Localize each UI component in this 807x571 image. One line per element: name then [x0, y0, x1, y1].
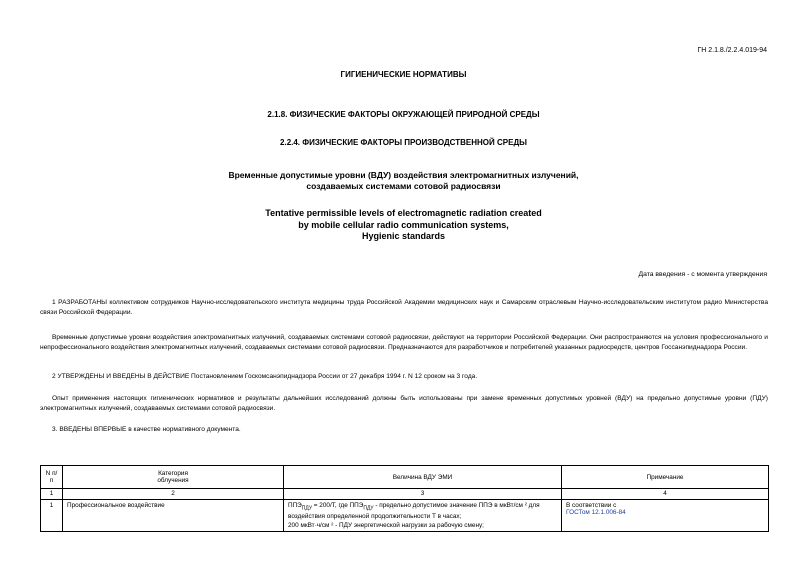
- paragraph-text: 2 УТВЕРЖДЕНЫ И ВВЕДЕНЫ В ДЕЙСТВИЕ Постановлением Госкомсанэпиднадзора России от 27 декабря 1994 г. N 12 сроком на 3 года.: [52, 373, 478, 380]
- title-en-line1: Tentative permissible levels of electromagnetic radiation created: [265, 208, 542, 218]
- table-row: [41, 500, 769, 532]
- paragraph-introduced: [40, 425, 768, 435]
- header-num: N п/п: [41, 466, 63, 489]
- title-en-line3: Hygienic standards: [361, 231, 446, 241]
- column-number: 1: [41, 489, 63, 500]
- row-note: [562, 500, 769, 532]
- paragraph-scope: [40, 333, 768, 353]
- formula-text: ППЭ: [288, 502, 302, 509]
- heading-section-2-1-8: 2.1.8. ФИЗИЧЕСКИЕ ФАКТОРЫ ОКРУЖАЮЩЕЙ ПРИРОДНОЙ СРЕДЫ: [267, 110, 540, 119]
- formula-subscript: ПДУ: [363, 505, 374, 512]
- formula-text: - предельно допустимое значение ППЭ в мкВт/см ² для: [373, 502, 540, 509]
- norms-table: [40, 465, 769, 532]
- column-number: 2: [63, 489, 284, 500]
- paragraph-developed-by: [40, 298, 768, 318]
- value-line: 200 мкВт·ч/см ² - ПДУ энергетической нагрузки за рабочую смену;: [288, 522, 484, 530]
- paragraph-text: 1 РАЗРАБОТАНЫ коллективом сотрудников Научно-исследовательского института медицины труда Российской Академии медицинских наук и Самарским отраслевым Научно-исследовательским институтом радио Министерства связи Российской Федерации.: [40, 299, 768, 316]
- column-number: 3: [284, 489, 562, 500]
- note-text: В соответствии с: [566, 502, 617, 509]
- table-column-numbers-row: [41, 489, 769, 500]
- heading-main: ГИГИЕНИЧЕСКИЕ НОРМАТИВЫ: [340, 70, 467, 79]
- paragraph-text: Опыт применения настоящих гигиенических нормативов и результаты дальнейших исследований должны быть использованы при замене временных допустимых уровней (ВДУ) на предельно допустимые уровни (ПДУ) электромагнитных излучений, создаваемых системами сотовой радиосвязи.: [40, 395, 768, 412]
- paragraph-approved: [40, 372, 768, 382]
- row-category: Профессиональное воздействие: [63, 500, 284, 532]
- document-title-en: [0, 208, 807, 243]
- value-line: воздействия определенной продолжительности T в часах;: [288, 513, 462, 521]
- paragraph-text: Временные допустимые уровни воздействия электромагнитных излучений, создаваемых системами сотовой радиосвязи, действуют на территории Российской Федерации. Они распространяются на условия профессионального и непрофессионального воздействия электромагнитных излучений, создаваемых системами сотовой радиосвязи. Предназначаются для разработчиков и потребителей указанных радиосредств, центров Госсанэпиднадзора России.: [40, 334, 768, 351]
- title-en-line2: by mobile cellular radio communication systems,: [298, 219, 509, 230]
- title-ru-line2: создаваемых системами сотовой радиосвязи: [306, 181, 501, 191]
- header-category-line1: Категория: [158, 470, 188, 477]
- formula-subscript: ПДУ: [301, 505, 312, 512]
- heading-section-2-2-4: 2.2.4. ФИЗИЧЕСКИЕ ФАКТОРЫ ПРОИЗВОДСТВЕННОЙ СРЕДЫ: [280, 138, 527, 147]
- column-number: 4: [562, 489, 769, 500]
- document-code: ГН 2.1.8./2.2.4.019-94: [697, 47, 767, 54]
- gost-link[interactable]: ГОСТом 12.1.006-84: [566, 509, 626, 516]
- intro-date: Дата введения - с момента утверждения: [638, 271, 767, 278]
- document-title-ru: [0, 170, 807, 192]
- header-category-line2: облучения: [157, 477, 189, 484]
- header-value: Величина ВДУ ЭМИ: [284, 466, 562, 489]
- title-ru-line1: Временные допустимые уровни (ВДУ) воздействия электромагнитных излучений,: [228, 170, 579, 180]
- header-category: [63, 466, 284, 489]
- formula-text: = 200/T, где ППЭ: [312, 502, 364, 509]
- value-formula-line: [288, 502, 557, 511]
- header-note: Примечание: [562, 466, 769, 489]
- paragraph-experience: [40, 394, 768, 414]
- paragraph-text: 3. ВВЕДЕНЫ ВПЕРВЫЕ в качестве нормативного документа.: [52, 426, 241, 433]
- row-value: [284, 500, 562, 532]
- table-header-row: [41, 466, 769, 489]
- row-num: 1: [41, 500, 63, 532]
